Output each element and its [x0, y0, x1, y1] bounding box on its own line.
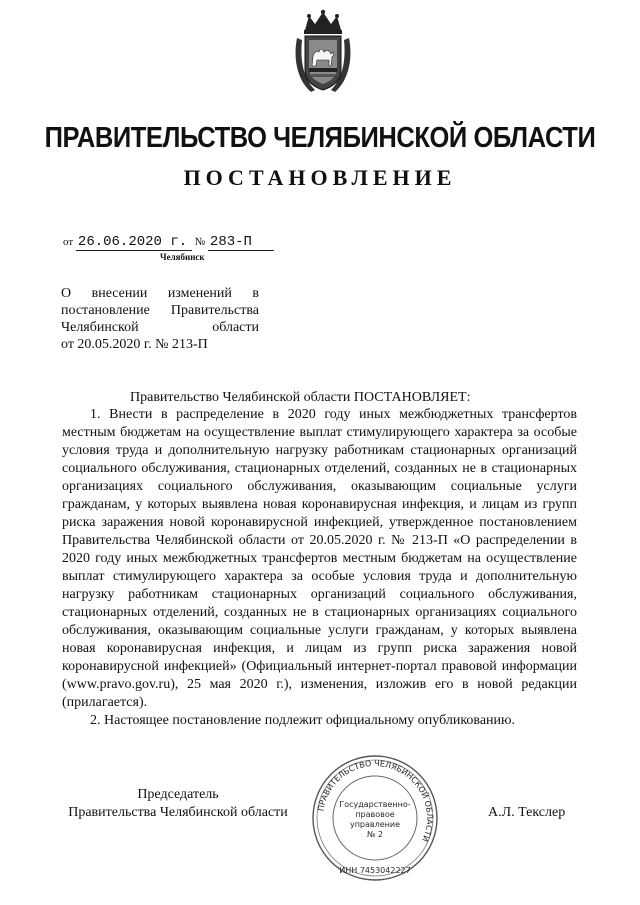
document-date: 26.06.2020 г. [76, 234, 192, 251]
number-label: № [194, 236, 206, 248]
seal-center-line: Государственно- [339, 800, 411, 809]
document-type: ПОСТАНОВЛЕНИЕ [183, 165, 457, 190]
official-seal-icon [310, 751, 440, 886]
city-label: Челябинск [160, 252, 205, 262]
document-body [62, 406, 577, 730]
seal-center-line: управление [349, 820, 401, 829]
paragraph-1: 1. Внести в распределение в 2020 году иных межбюджетных трансфертов местным бюджетам на осуществление выплат стимулирующего характера за особые условия труда и дополнительную нагрузку работникам стационарных организаций социального обслуживания, стационарных отделений, созданных не в стационарных организациях социального обслуживания, оказывающим социальные услуги гражданам, у которых выявлена новая коронавирусная инфекция, и лицам из групп риска заражения новой коронавирусной инфекцией, утвержденное постановлением Правительства Челябинской области от 20.05.2020 г. № 213-П «О распределении в 2020 году иных межбюджетных трансфертов местным бюджетам на осуществление выплат стимулирующего характера за особые условия труда и дополнительную нагрузку работникам стационарных организаций социального обслуживания, стационарных отделений, созданных не в стационарных организациях социального обслуживания, оказывающим социальные услуги гражданам, у которых выявлена новая коронавирусная инфекция, и лицам из групп риска заражения новой коронавирусной инфекцией» (Официальный интернет-портал правовой информации (www.pravo.gov.ru), 25 мая 2020 г.), изменения, изложив его в новой редакции (прилагается). [62, 407, 577, 710]
document-subject [61, 285, 259, 353]
subject-line: Челябинской области [61, 320, 259, 335]
preamble: Правительство Челябинской области ПОСТАНОВЛЯЕТ: [130, 390, 471, 405]
seal-center-line: № 2 [367, 830, 383, 839]
seal-center-line: правовое [355, 810, 395, 819]
signatory-title [58, 786, 298, 822]
organization-title: ПРАВИТЕЛЬСТВО ЧЕЛЯБИНСКОЙ ОБЛАСТИ [44, 122, 596, 154]
seal-outer-text: ПРАВИТЕЛЬСТВО ЧЕЛЯБИНСКОЙ ОБЛАСТИ [316, 758, 435, 843]
document-number: 283-П [208, 234, 274, 251]
seal-inn: ИНН 7453042227 [339, 866, 411, 875]
date-label: от [63, 236, 74, 248]
paragraph-2: 2. Настоящее постановление подлежит официальному опубликованию. [90, 713, 515, 728]
subject-line: от 20.05.2020 г. № 213-П [61, 337, 208, 352]
signatory-title-line: Председатель [137, 787, 219, 802]
date-number-line [63, 234, 274, 251]
chelyabinsk-coat-of-arms-icon [291, 8, 355, 98]
signatory-title-line: Правительства Челябинской области [68, 805, 288, 820]
subject-line: постановление Правительства [61, 303, 259, 318]
signatory-name: А.Л. Текслер [488, 805, 566, 820]
subject-line: О внесении изменений в [61, 286, 259, 301]
